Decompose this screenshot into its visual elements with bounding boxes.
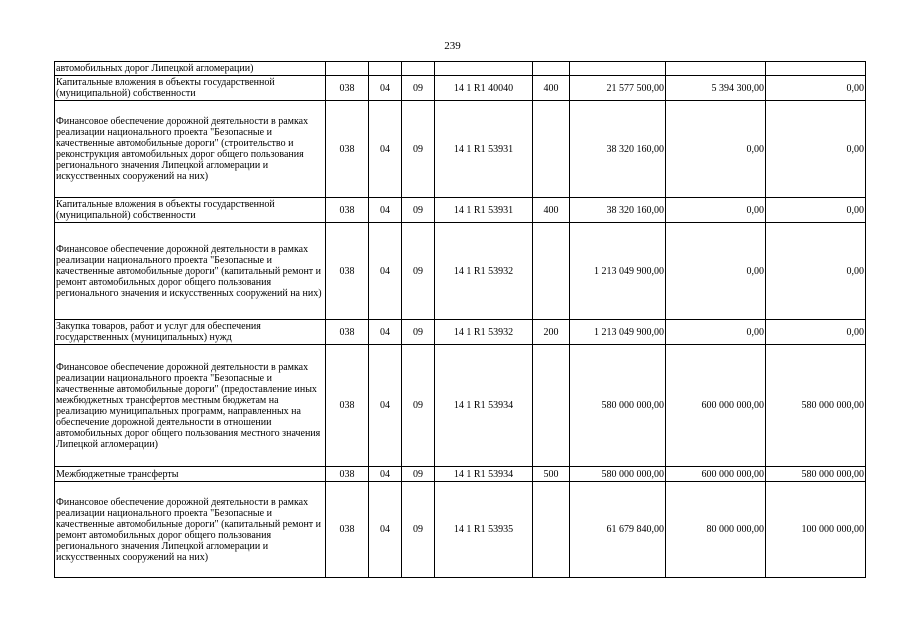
- cell-amount-year-1: 38 320 160,00: [570, 101, 666, 198]
- cell-amount-year-1: 1 213 049 900,00: [570, 320, 666, 345]
- cell-admin-code: 038: [326, 76, 369, 101]
- cell-amount-year-2: 0,00: [666, 198, 766, 223]
- cell-amount-year-3: 0,00: [766, 101, 866, 198]
- cell-admin-code: 038: [326, 198, 369, 223]
- cell-section: 04: [369, 482, 402, 578]
- cell-subsection: 09: [402, 482, 435, 578]
- page-number: 239: [444, 40, 461, 52]
- table-row: [55, 345, 866, 467]
- cell-section: 04: [369, 345, 402, 467]
- cell-expense-type: [533, 345, 570, 467]
- cell-name: Капитальные вложения в объекты государственной (муниципальной) собственности: [55, 76, 326, 101]
- cell-section: 04: [369, 76, 402, 101]
- cell-section: 04: [369, 198, 402, 223]
- cell-admin-code: [326, 62, 369, 76]
- cell-expense-type: 500: [533, 467, 570, 482]
- cell-amount-year-2: 80 000 000,00: [666, 482, 766, 578]
- cell-amount-year-3: 100 000 000,00: [766, 482, 866, 578]
- cell-section: 04: [369, 320, 402, 345]
- cell-amount-year-1: 1 213 049 900,00: [570, 223, 666, 320]
- cell-amount-year-1: 580 000 000,00: [570, 467, 666, 482]
- table-body: [55, 62, 866, 578]
- budget-table: [54, 61, 866, 578]
- cell-expense-type: [533, 223, 570, 320]
- table-row: [55, 198, 866, 223]
- table-row: [55, 223, 866, 320]
- cell-target-article: [435, 62, 533, 76]
- cell-subsection: 09: [402, 198, 435, 223]
- cell-amount-year-3: 580 000 000,00: [766, 467, 866, 482]
- cell-amount-year-1: 21 577 500,00: [570, 76, 666, 101]
- cell-target-article: 14 1 R1 53934: [435, 345, 533, 467]
- cell-section: 04: [369, 223, 402, 320]
- cell-amount-year-1: [570, 62, 666, 76]
- cell-name: Межбюджетные трансферты: [55, 467, 326, 482]
- cell-amount-year-2: [666, 62, 766, 76]
- cell-amount-year-2: 0,00: [666, 320, 766, 345]
- cell-admin-code: 038: [326, 482, 369, 578]
- cell-subsection: 09: [402, 320, 435, 345]
- cell-amount-year-2: 600 000 000,00: [666, 345, 766, 467]
- cell-amount-year-1: 61 679 840,00: [570, 482, 666, 578]
- cell-amount-year-2: 0,00: [666, 223, 766, 320]
- cell-target-article: 14 1 R1 53931: [435, 198, 533, 223]
- cell-expense-type: [533, 482, 570, 578]
- cell-amount-year-3: 0,00: [766, 198, 866, 223]
- cell-subsection: 09: [402, 76, 435, 101]
- cell-admin-code: 038: [326, 223, 369, 320]
- cell-expense-type: [533, 62, 570, 76]
- cell-expense-type: 400: [533, 76, 570, 101]
- cell-name: Финансовое обеспечение дорожной деятельности в рамках реализации национального проекта "Безопасные и качественные автомобильные дороги" (капитальный ремонт и ремонт автомобильных дорог общего пользования регионального значения Липецкой агломерации и искусственных сооружений на них): [55, 482, 326, 578]
- cell-name: автомобильных дорог Липецкой агломерации): [55, 62, 326, 76]
- cell-subsection: 09: [402, 223, 435, 320]
- cell-expense-type: 400: [533, 198, 570, 223]
- cell-amount-year-3: 0,00: [766, 223, 866, 320]
- table-row: [55, 482, 866, 578]
- cell-name: Финансовое обеспечение дорожной деятельности в рамках реализации национального проекта "Безопасные и качественные автомобильные дороги" (строительство и реконструкция автомобильных дорог общего пользования регионального значения Липецкой агломерации и искусственных сооружений на них): [55, 101, 326, 198]
- cell-target-article: 14 1 R1 53935: [435, 482, 533, 578]
- table-row: [55, 62, 866, 76]
- cell-subsection: 09: [402, 345, 435, 467]
- cell-admin-code: 038: [326, 345, 369, 467]
- cell-target-article: 14 1 R1 53932: [435, 320, 533, 345]
- cell-expense-type: 200: [533, 320, 570, 345]
- cell-admin-code: 038: [326, 320, 369, 345]
- cell-name: Финансовое обеспечение дорожной деятельности в рамках реализации национального проекта "Безопасные и качественные автомобильные дороги" (предоставление иных межбюджетных трансфертов местным бюджетам на реализацию муниципальных программ, направленных на обеспечение дорожной деятельности в отношении автомобильных дорог общего пользования местного значения Липецкой агломерации): [55, 345, 326, 467]
- cell-amount-year-3: 0,00: [766, 320, 866, 345]
- cell-name: Капитальные вложения в объекты государственной (муниципальной) собственности: [55, 198, 326, 223]
- table-row: [55, 101, 866, 198]
- table-row: [55, 76, 866, 101]
- table-row: [55, 320, 866, 345]
- cell-admin-code: 038: [326, 467, 369, 482]
- cell-subsection: [402, 62, 435, 76]
- cell-target-article: 14 1 R1 40040: [435, 76, 533, 101]
- cell-name: Закупка товаров, работ и услуг для обеспечения государственных (муниципальных) нужд: [55, 320, 326, 345]
- cell-subsection: 09: [402, 101, 435, 198]
- cell-amount-year-2: 0,00: [666, 101, 766, 198]
- cell-target-article: 14 1 R1 53934: [435, 467, 533, 482]
- cell-expense-type: [533, 101, 570, 198]
- cell-subsection: 09: [402, 467, 435, 482]
- table-row: [55, 467, 866, 482]
- cell-admin-code: 038: [326, 101, 369, 198]
- cell-section: 04: [369, 101, 402, 198]
- cell-name: Финансовое обеспечение дорожной деятельности в рамках реализации национального проекта "Безопасные и качественные автомобильные дороги" (капитальный ремонт и ремонт автомобильных дорог общего пользования регионального значения и искусственных сооружений на них): [55, 223, 326, 320]
- cell-amount-year-2: 600 000 000,00: [666, 467, 766, 482]
- cell-amount-year-3: [766, 62, 866, 76]
- cell-amount-year-3: 580 000 000,00: [766, 345, 866, 467]
- cell-amount-year-3: 0,00: [766, 76, 866, 101]
- cell-amount-year-2: 5 394 300,00: [666, 76, 766, 101]
- cell-section: 04: [369, 467, 402, 482]
- cell-amount-year-1: 580 000 000,00: [570, 345, 666, 467]
- cell-section: [369, 62, 402, 76]
- cell-target-article: 14 1 R1 53932: [435, 223, 533, 320]
- cell-target-article: 14 1 R1 53931: [435, 101, 533, 198]
- cell-amount-year-1: 38 320 160,00: [570, 198, 666, 223]
